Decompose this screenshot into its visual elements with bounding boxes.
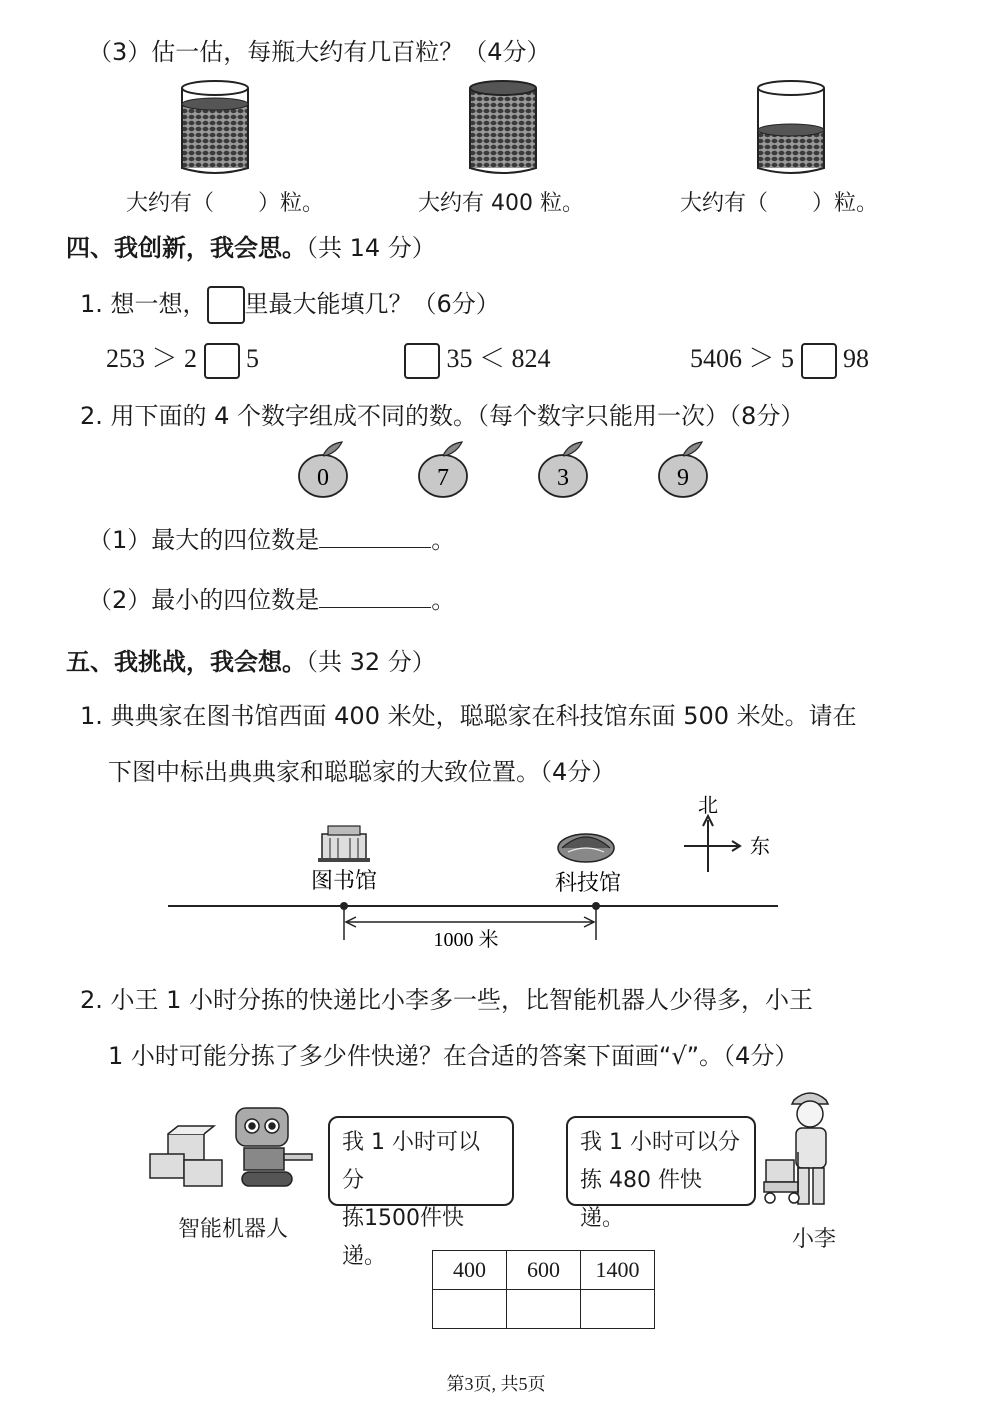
option-1400: 1400 (581, 1251, 655, 1290)
inequality-3: 5406 ＞ 5 98 (690, 338, 869, 379)
apple-icon-2 (539, 442, 587, 497)
section5-heading: 五、我挑战，我会想。（共 32 分） (66, 648, 436, 676)
robot-speech-bubble: 我 1 小时可以分 拣1500件快递。 (328, 1116, 514, 1206)
xiaoli-illustration (758, 1082, 868, 1212)
check-cell-400[interactable] (433, 1290, 507, 1329)
jar-icon-2 (448, 78, 558, 178)
answer-box-2[interactable] (404, 343, 440, 379)
answer-box[interactable] (207, 286, 245, 324)
digit-3: 9 (677, 465, 689, 491)
map-diagram[interactable] (160, 790, 840, 960)
robot-label: 智能机器人 (178, 1217, 289, 1242)
science-museum-icon (558, 834, 614, 862)
apple-icon-0 (299, 442, 347, 497)
science-label: 科技馆 (554, 871, 622, 896)
inequality-2: 35 ＜ 824 (404, 338, 551, 379)
q4-2-sub2: （2）最小的四位数是 。 (88, 586, 456, 614)
compass-icon (684, 793, 770, 872)
jar-icon-3 (736, 78, 846, 178)
q4-2-sub1: （1）最大的四位数是 。 (88, 526, 456, 554)
jar-icon-1 (160, 78, 270, 178)
distance-label: 1000 米 (433, 929, 499, 951)
inequality-1: 253 ＞ 2 5 (106, 338, 259, 379)
q5-2-line1: 2. 小王 1 小时分拣的快递比小李多一些，比智能机器人少得多，小王 (80, 986, 814, 1014)
page-number: 第3页, 共5页 (446, 1374, 546, 1394)
apple-icon-3 (659, 442, 707, 497)
digit-2: 3 (557, 465, 569, 491)
digit-apples (290, 436, 730, 500)
apple-icon-1 (419, 442, 467, 497)
option-400: 400 (433, 1251, 507, 1290)
east-label: 东 (750, 834, 770, 858)
check-cell-600[interactable] (507, 1290, 581, 1329)
option-600: 600 (507, 1251, 581, 1290)
xiaoli-speech-bubble: 我 1 小时可以分 拣 480 件快递。 (566, 1116, 756, 1206)
q5-1-line1: 1. 典典家在图书馆西面 400 米处，聪聪家在科技馆东面 500 米处。请在 (80, 702, 857, 730)
cart-icon (764, 1152, 799, 1203)
jar-label-1: 大约有（ ）粒。 (126, 191, 325, 216)
check-cell-1400[interactable] (581, 1290, 655, 1329)
robot-illustration (144, 1098, 334, 1198)
q4-1-question: 1. 想一想， 里最大能填几？（6分） (80, 284, 500, 324)
library-icon (318, 826, 370, 862)
xiaoli-label: 小李 (792, 1227, 837, 1252)
q5-2-line2: 1 小时可能分拣了多少件快递？在合适的答案下面画“√”。（4分） (108, 1042, 799, 1070)
answer-box-1[interactable] (204, 343, 240, 379)
q3-title: （3）估一估，每瓶大约有几百粒？（4分） (88, 38, 551, 66)
robot-icon (236, 1108, 312, 1186)
q5-1-line2: 下图中标出典典家和聪聪家的大致位置。（4分） (108, 758, 616, 786)
boxes-icon (150, 1126, 222, 1186)
jar-label-2: 大约有 400 粒。 (418, 191, 584, 216)
q4-2-question: 2. 用下面的 4 个数字组成不同的数。（每个数字只能用一次）（8分） (80, 402, 805, 430)
answer-blank-2[interactable] (319, 585, 431, 608)
answer-options-table (432, 1250, 655, 1329)
digit-1: 7 (437, 465, 449, 491)
answer-blank-1[interactable] (319, 525, 431, 548)
digit-0: 0 (317, 465, 329, 491)
north-label: 北 (698, 793, 718, 817)
jar-label-3: 大约有（ ）粒。 (680, 191, 879, 216)
library-label: 图书馆 (310, 869, 378, 894)
answer-box-3[interactable] (801, 343, 837, 379)
section4-heading: 四、我创新，我会思。（共 14 分） (66, 234, 436, 262)
